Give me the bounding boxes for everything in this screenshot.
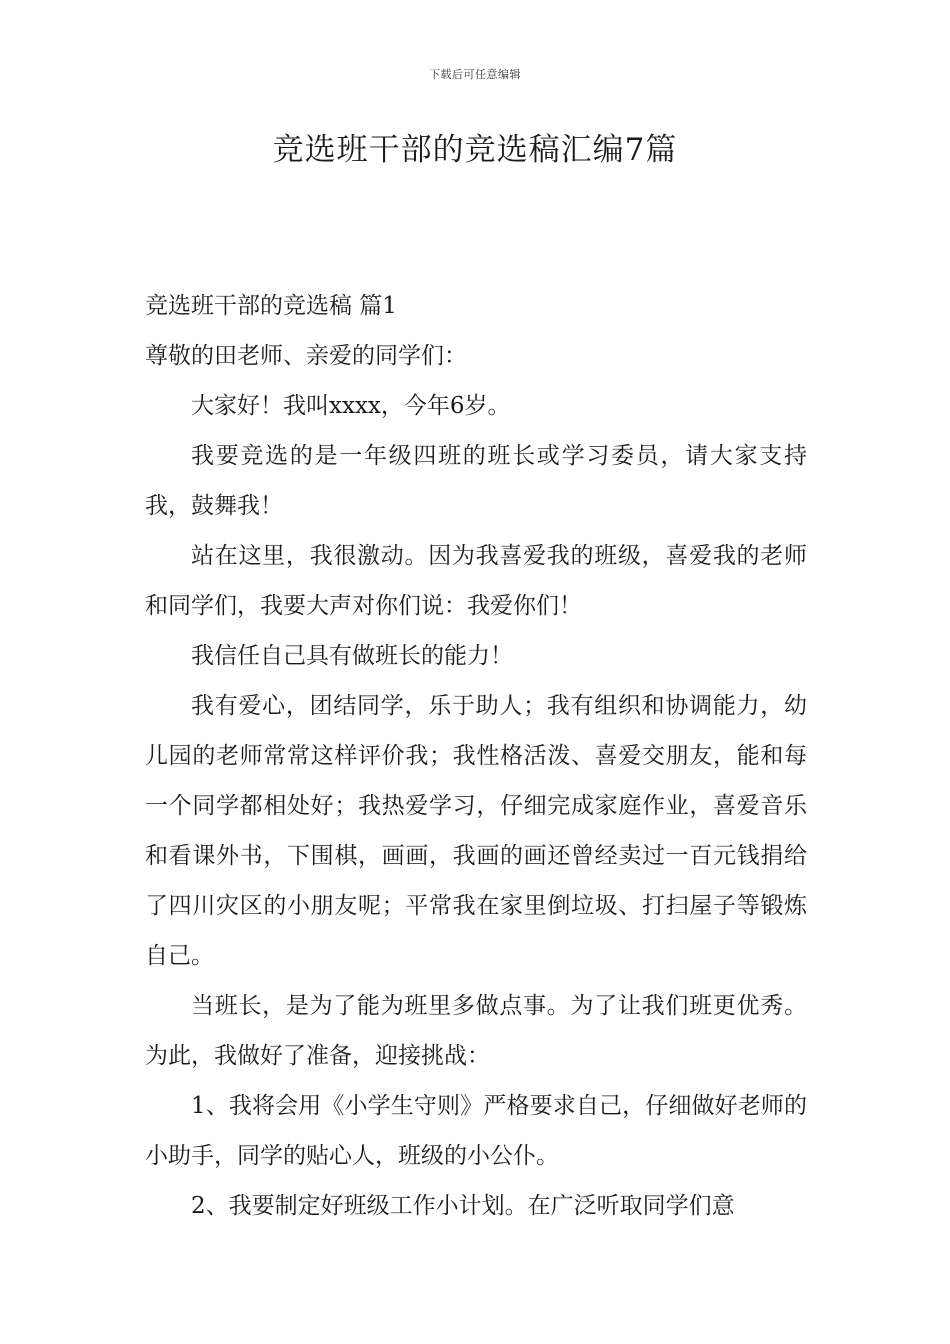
document-title: 竞选班干部的竞选稿汇编7篇 [272, 132, 678, 168]
paragraph: 大家好！我叫xxxx，今年6岁。 [191, 393, 511, 419]
paragraph: 我有爱心，团结同学，乐于助人；我有组织和协调能力，幼儿园的老师常常这样评价我；我性格活泼、喜爱交朋友，能和每一个同学都相处好；我热爱学习，仔细完成家庭作业，喜爱音乐和看课外书，下围棋，画画，我画的画还曾经卖过一百元钱捐给了四川灾区的小朋友呢；平常我在家里倒垃圾、打扫屋子等锻炼自己。 [145, 693, 807, 969]
paragraph: 我信任自己具有做班长的能力！ [191, 643, 513, 669]
section-heading: 竞选班干部的竞选稿 篇1 [145, 293, 397, 319]
paragraph: 1、我将会用《小学生守则》严格要求自己，仔细做好老师的小助手，同学的贴心人，班级的小公仆。 [145, 1093, 807, 1169]
paragraph: 站在这里，我很激动。因为我喜爱我的班级，喜爱我的老师和同学们，我要大声对你们说：我爱你们！ [145, 543, 807, 619]
paragraph: 2、我要制定好班级工作小计划。在广泛听取同学们意 [191, 1193, 735, 1219]
paragraph: 我要竞选的是一年级四班的班长或学习委员，请大家支持我，鼓舞我！ [145, 443, 807, 519]
salutation: 尊敬的田老师、亲爱的同学们： [145, 343, 467, 369]
header-note: 下载后可任意编辑 [429, 68, 521, 81]
paragraph: 当班长，是为了能为班里多做点事。为了让我们班更优秀。为此，我做好了准备，迎接挑战： [145, 993, 807, 1069]
document-body [145, 281, 807, 1231]
